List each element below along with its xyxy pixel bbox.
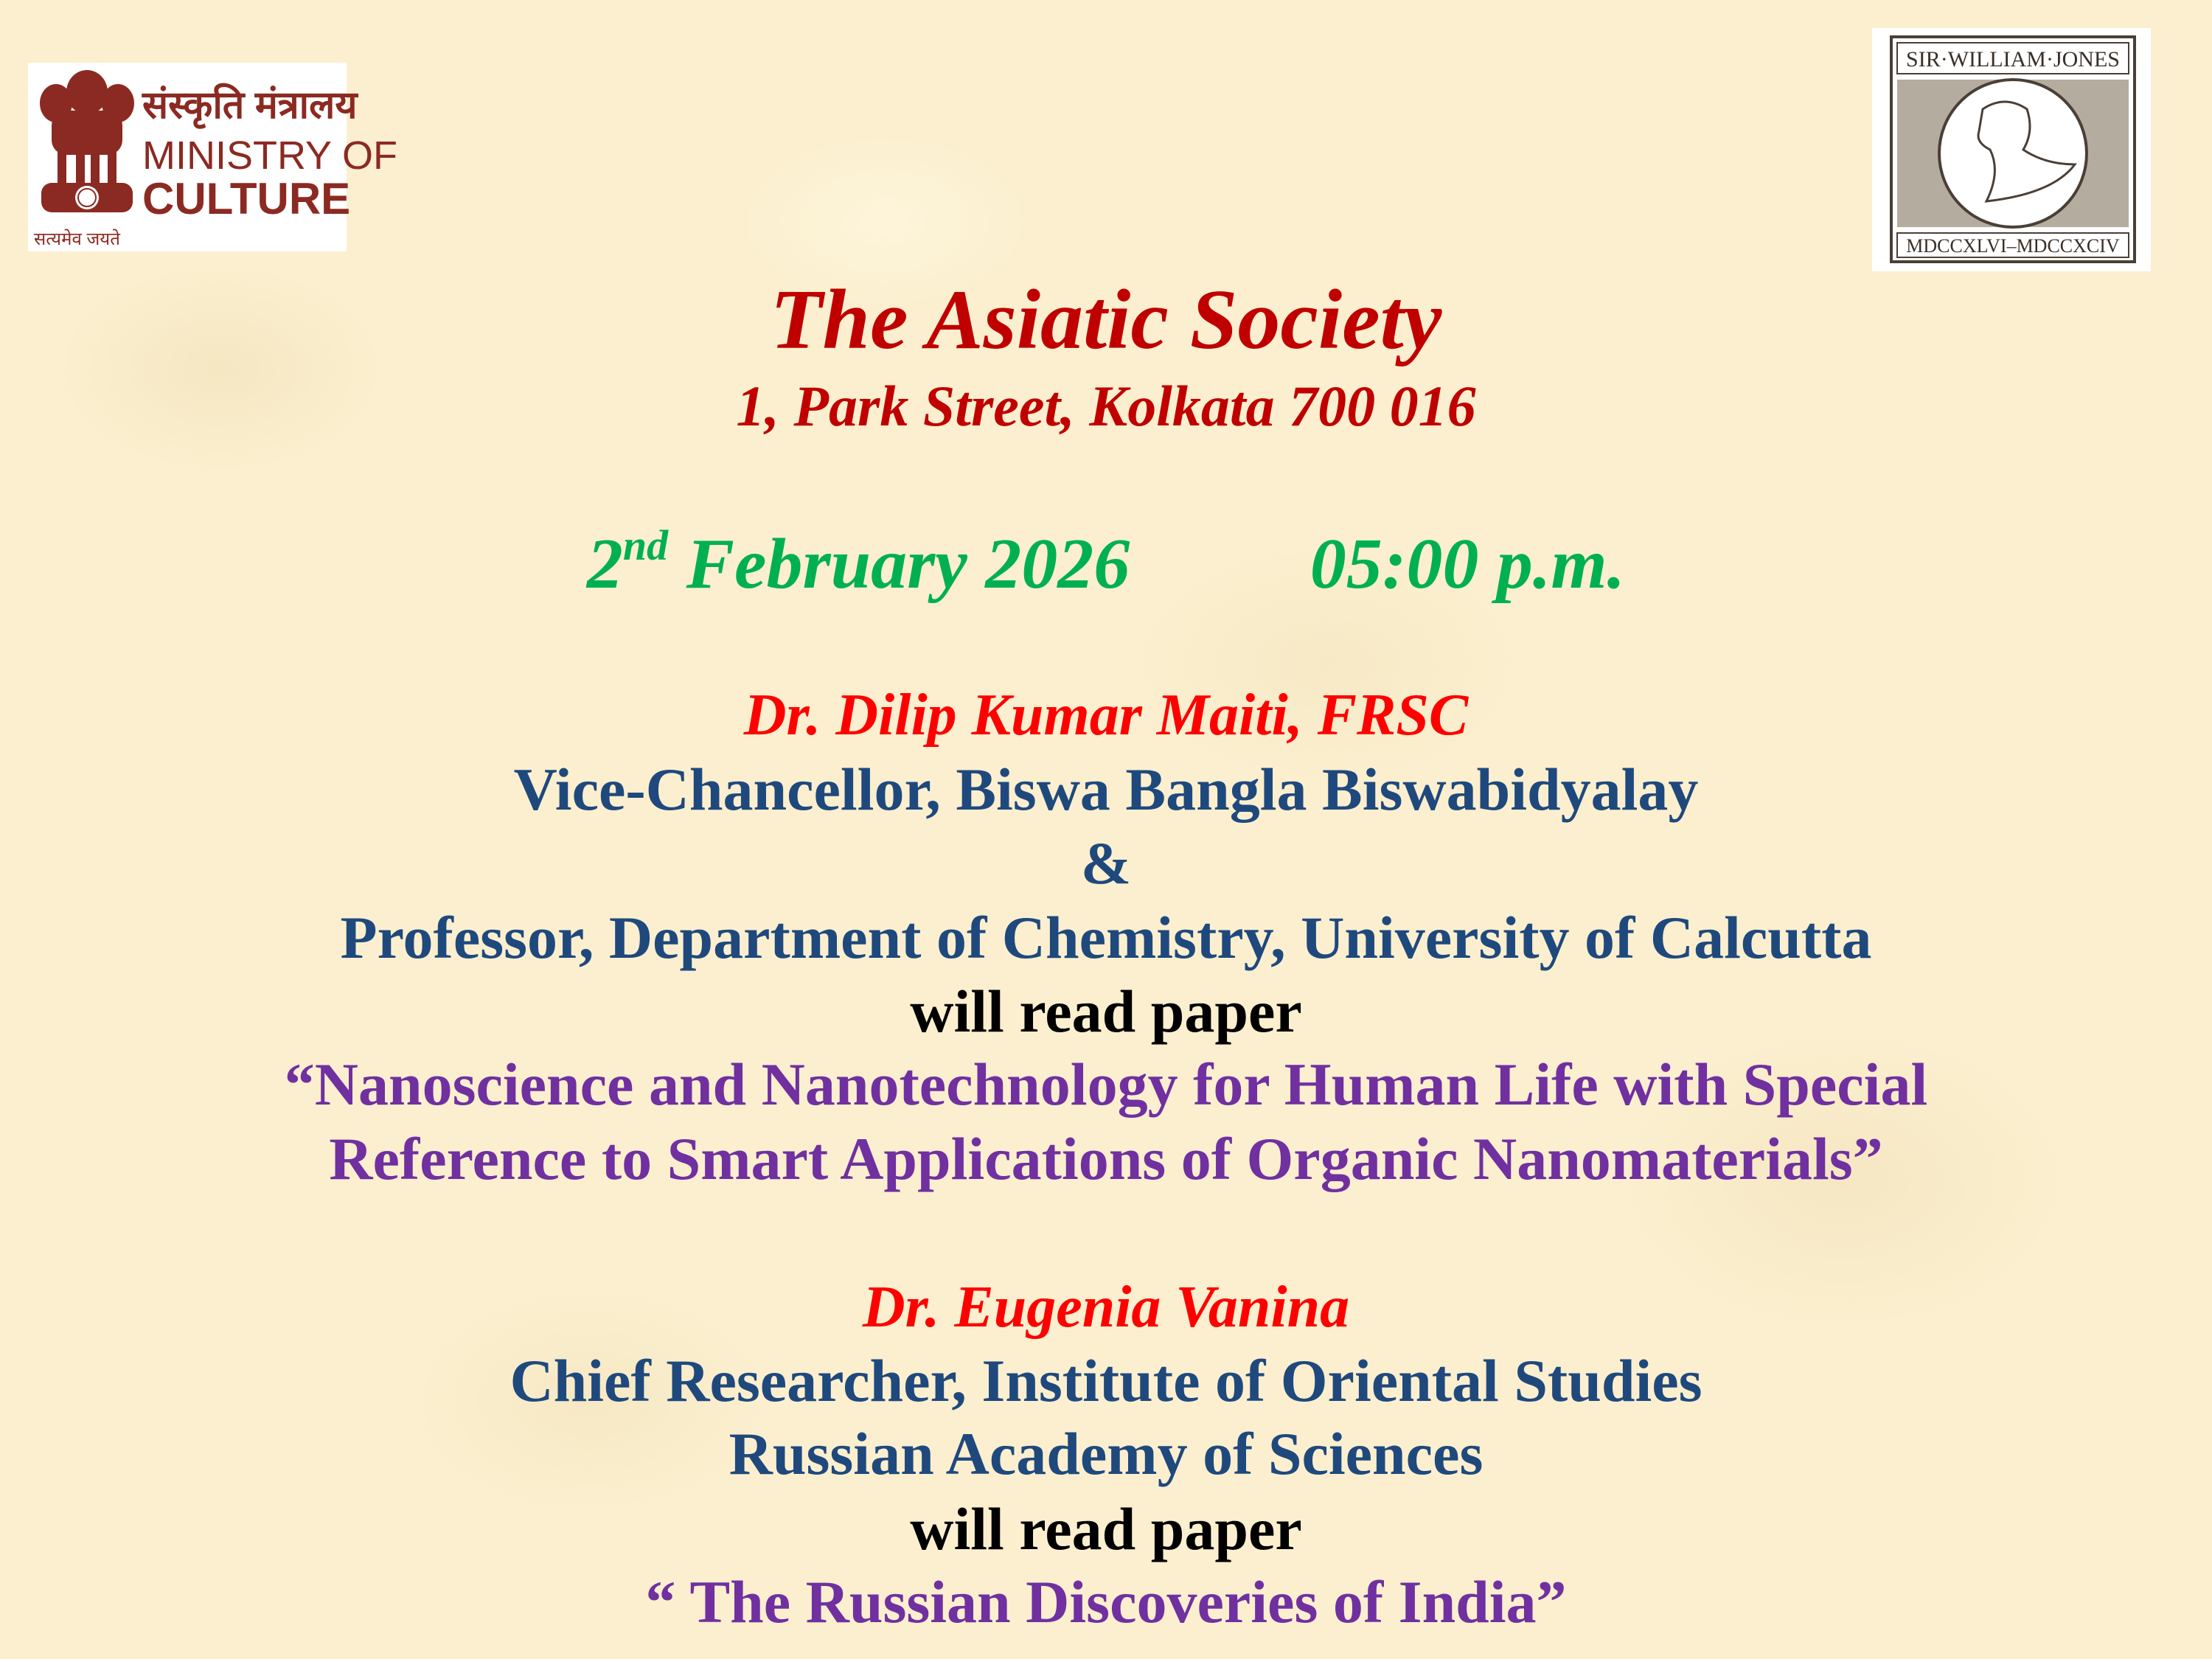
ministry-line1: MINISTRY OF (142, 133, 398, 178)
national-emblem-icon (35, 66, 139, 236)
emblem-motto: सत्यमेव जयते (34, 229, 120, 249)
speaker-1-action: will read paper (910, 978, 1302, 1045)
event-date: 2nd February 2026 (586, 521, 1130, 604)
speaker-1-affiliation-2: Professor, Department of Chemistry, University of Calcutta (340, 904, 1872, 971)
speaker-1-affiliation: Vice-Chancellor, Biswa Bangla Biswabidyalay (513, 756, 1699, 823)
ministry-of-culture-logo (28, 63, 398, 251)
society-address: 1, Park Street, Kolkata 700 016 (736, 374, 1476, 438)
ministry-line2: CULTURE (142, 174, 351, 223)
ministry-hindi-name: संस्कृति मंत्रालय (142, 84, 358, 127)
speaker-1-paper-title-2: Reference to Smart Applications of Organic Nanomaterials” (329, 1125, 1883, 1192)
speaker-2-affiliation: Chief Researcher, Institute of Oriental Studies (509, 1347, 1703, 1414)
speaker-1-paper-title: “Nanoscience and Nanotechnology for Human Life with Special (284, 1051, 1928, 1118)
speaker-2-action: will read paper (910, 1495, 1302, 1562)
event-datetime (0, 521, 2212, 605)
logo-top-text: SIR·WILLIAM·JONES (1906, 47, 2120, 72)
event-time: 05:00 p.m. (1310, 524, 1626, 604)
speaker-2-affiliation-2: Russian Academy of Sciences (728, 1420, 1484, 1487)
sir-william-jones-logo (1872, 28, 2151, 271)
logo-bottom-text: MDCCXLVI–MDCCXCIV (1906, 235, 2120, 257)
speaker-1-name: Dr. Dilip Kumar Maiti, FRSC (743, 683, 1469, 748)
speaker-2-paper-title: “ The Russian Discoveries of India” (645, 1568, 1567, 1635)
speaker-2-name: Dr. Eugenia Vanina (862, 1275, 1350, 1340)
society-title: The Asiatic Society (770, 273, 1442, 367)
speaker-1-ampersand: & (1080, 830, 1132, 897)
